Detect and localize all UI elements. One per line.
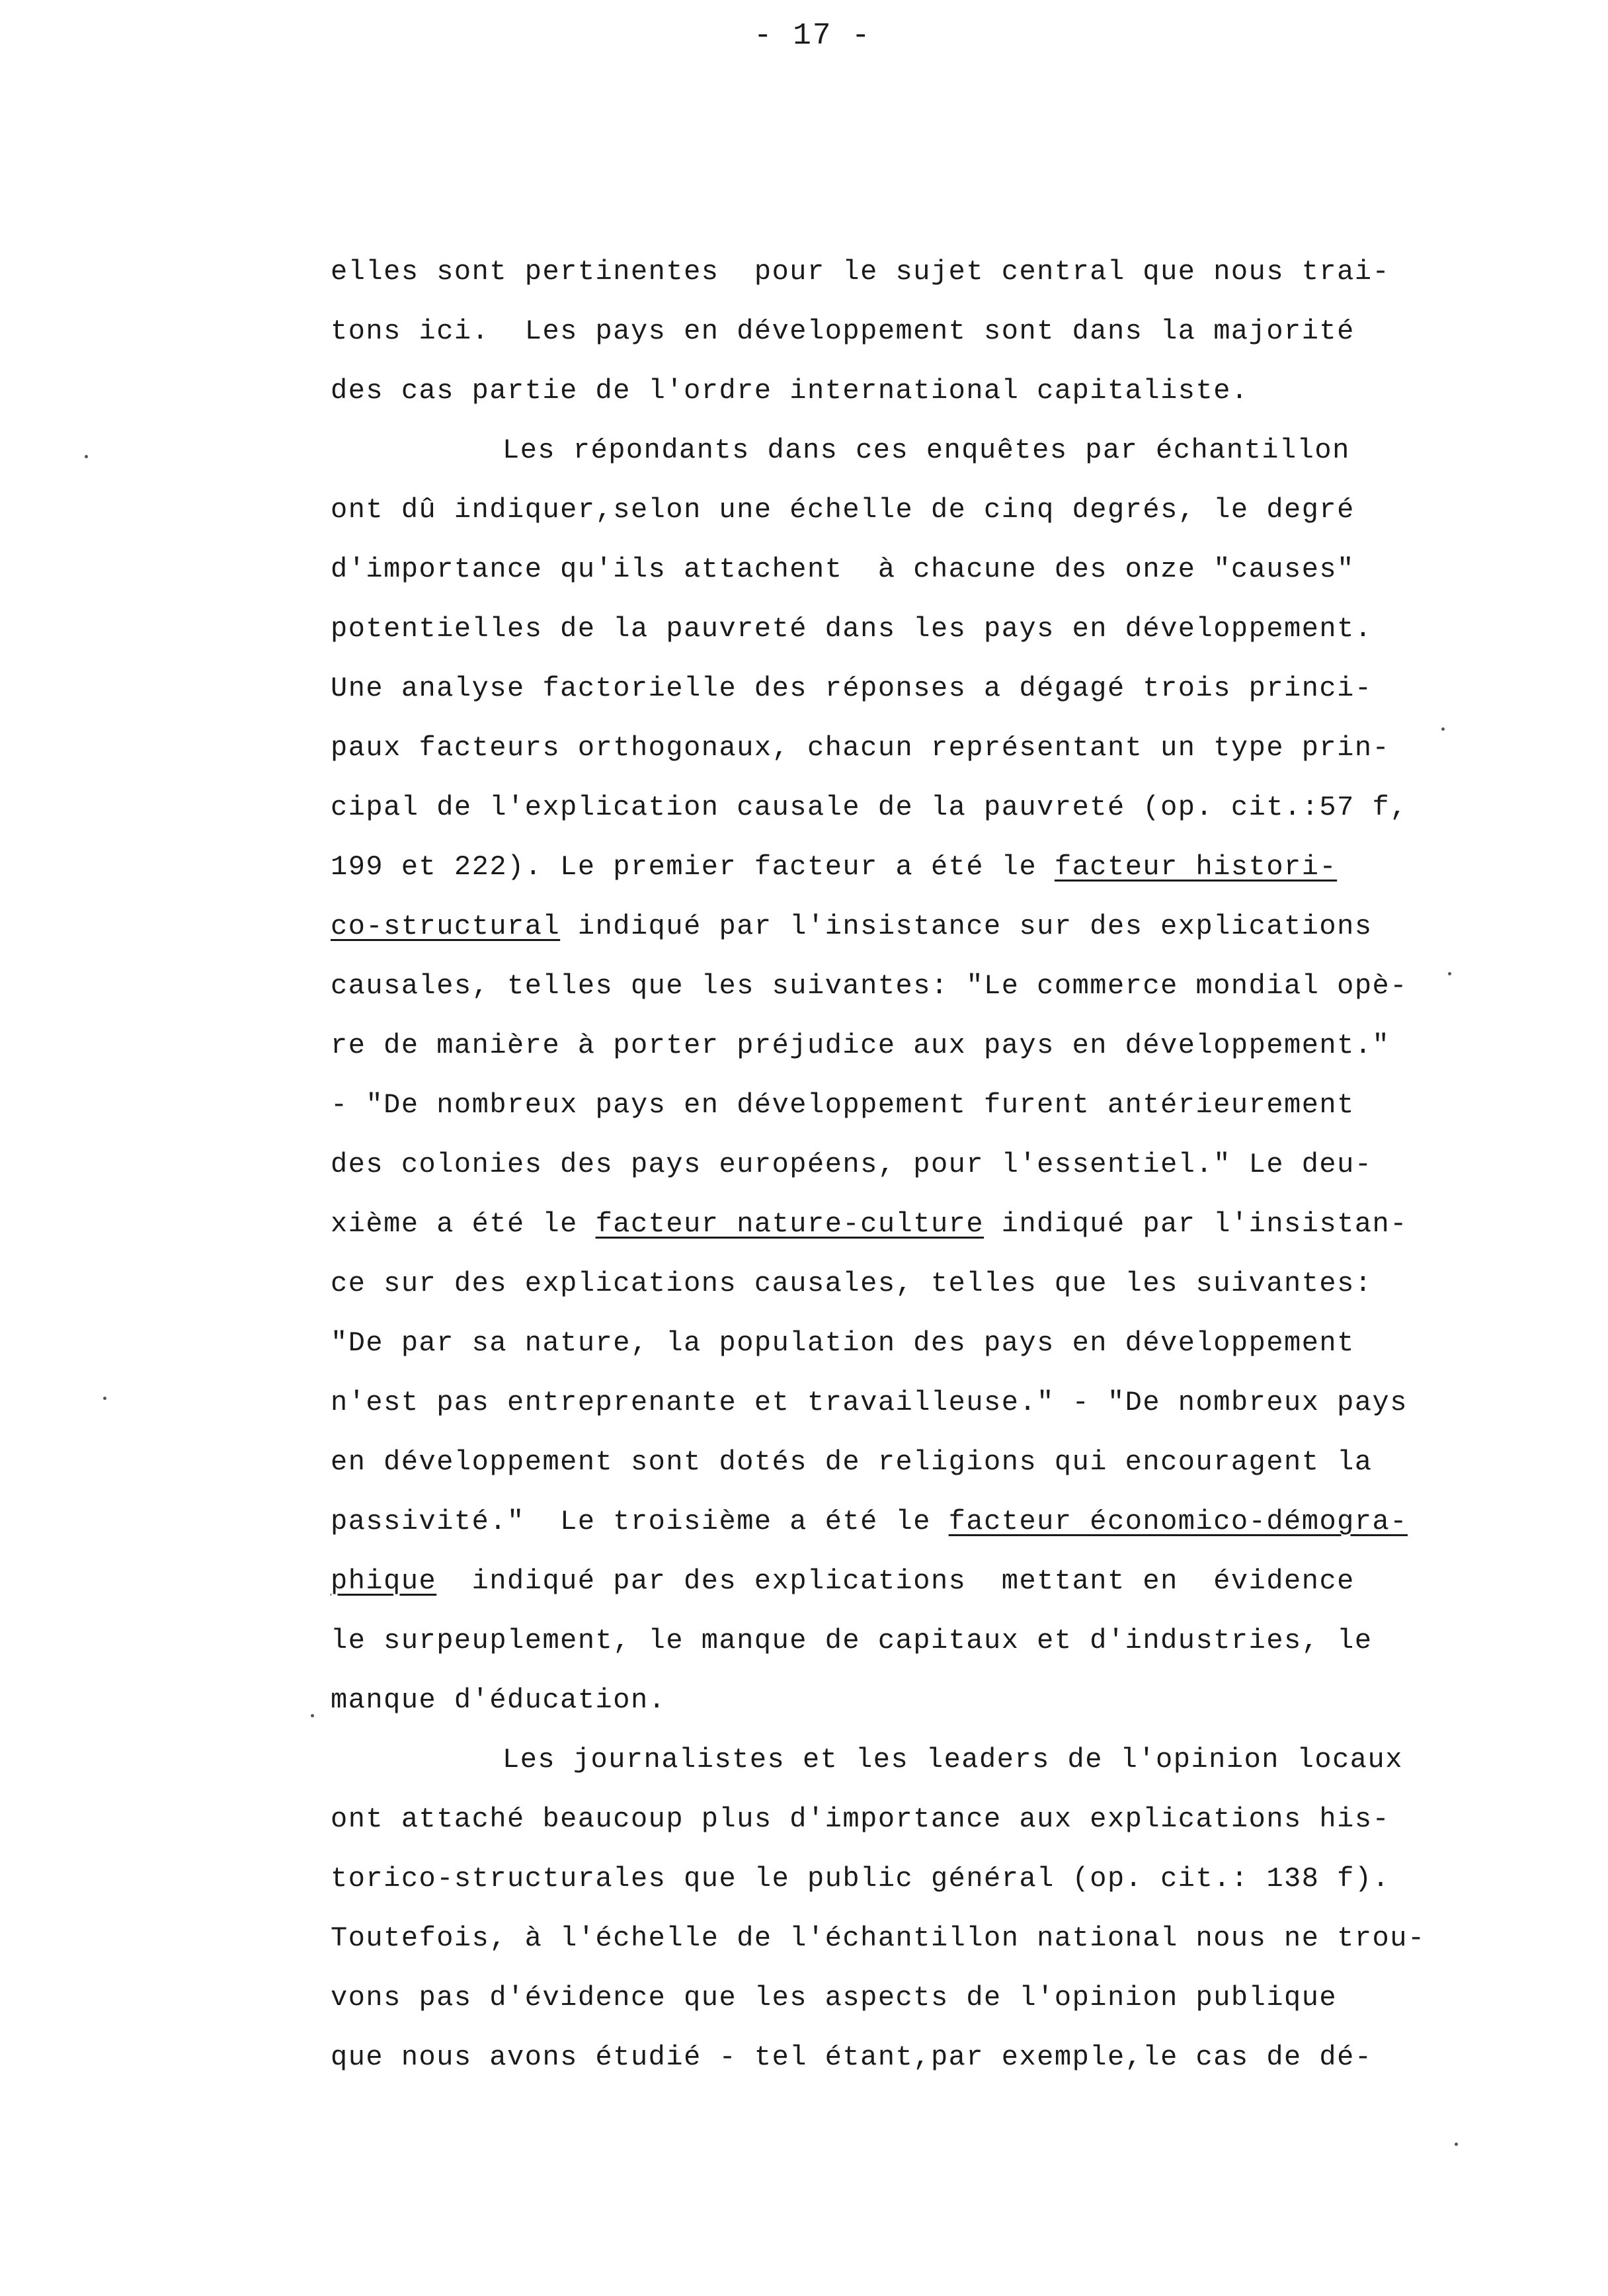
- text-line: [331, 255, 1390, 289]
- text-line: [331, 2040, 1373, 2074]
- text-run: - "De nombreux pays en développement furent antérieurement: [331, 1089, 1355, 1121]
- scan-speck: [1448, 972, 1451, 975]
- text-line: [331, 850, 1337, 884]
- text-line: [331, 909, 1373, 944]
- text-run: ont dû indiquer,selon une échelle de cinq degrés, le degré: [331, 494, 1355, 526]
- text-line: [331, 1266, 1373, 1301]
- text-run: cipal de l'explication causale de la pauvreté (op. cit.:57 f,: [331, 792, 1408, 823]
- underlined-term: phique: [331, 1565, 437, 1597]
- text-line: [331, 1981, 1337, 2015]
- text-line: [331, 731, 1390, 765]
- text-line: [331, 1207, 1408, 1241]
- text-run: vons pas d'évidence que les aspects de l'opinion publique: [331, 1982, 1338, 2014]
- scan-speck: [1441, 727, 1445, 731]
- text-run: le surpeuplement, le manque de capitaux et d'industries, le: [331, 1625, 1373, 1657]
- text-line: [331, 612, 1373, 646]
- text-run: ce sur des explications causales, telles que les suivantes:: [331, 1268, 1373, 1299]
- text-run: Les journalistes et les leaders de l'opinion locaux: [502, 1744, 1403, 1776]
- text-line: [331, 671, 1373, 706]
- text-run: d'importance qu'ils attachent à chacune des onze "causes": [331, 554, 1355, 585]
- text-run: "De par sa nature, la population des pays en développement: [331, 1327, 1355, 1359]
- text-line: [331, 1623, 1373, 1658]
- text-line: [331, 1326, 1355, 1360]
- text-line: [331, 790, 1408, 825]
- text-run: ont attaché beaucoup plus d'importance aux explications his-: [331, 1803, 1390, 1835]
- text-line: [331, 1088, 1355, 1122]
- text-run: indiqué par l'insistan-: [984, 1208, 1408, 1240]
- underlined-term: co-structural: [331, 911, 561, 942]
- text-line: [331, 1028, 1390, 1063]
- text-line: [331, 1802, 1390, 1836]
- text-run: paux facteurs orthogonaux, chacun représentant un type prin-: [331, 732, 1390, 764]
- text-run: xième a été le: [331, 1208, 596, 1240]
- text-run: des cas partie de l'ordre international capitaliste.: [331, 375, 1249, 407]
- text-line: [331, 374, 1249, 408]
- text-line: [331, 493, 1355, 527]
- text-run: en développement sont dotés de religions qui encouragent la: [331, 1446, 1373, 1478]
- text-run: torico-structurales que le public général (op. cit.: 138 f).: [331, 1863, 1390, 1895]
- text-run: tons ici. Les pays en développement sont dans la majorité: [331, 315, 1355, 347]
- text-run: n'est pas entreprenante et travailleuse." - "De nombreux pays: [331, 1387, 1408, 1418]
- text-line: [331, 969, 1408, 1003]
- text-run: 199 et 222). Le premier facteur a été le: [331, 851, 1055, 883]
- text-run: re de manière à porter préjudice aux pays en développement.": [331, 1030, 1390, 1061]
- text-run: indiqué par l'insistance sur des explications: [560, 911, 1373, 942]
- text-run: Toutefois, à l'échelle de l'échantillon national nous ne trou-: [331, 1922, 1426, 1954]
- text-run: indiqué par des explications mettant en évidence: [436, 1565, 1355, 1597]
- text-run: que nous avons étudié - tel étant,par exemple,le cas de dé-: [331, 2041, 1373, 2073]
- text-line: [331, 1921, 1426, 1955]
- text-line: [331, 314, 1355, 348]
- text-run: potentielles de la pauvreté dans les pays en développement.: [331, 613, 1373, 645]
- text-run: Les répondants dans ces enquêtes par échantillon: [502, 434, 1350, 466]
- underlined-term: facteur nature-culture: [595, 1208, 985, 1240]
- text-line: [331, 1504, 1408, 1539]
- text-line: [331, 1564, 1355, 1598]
- page-number: - 17 -: [754, 19, 871, 53]
- text-run: manque d'éducation.: [331, 1684, 666, 1716]
- text-run: passivité." Le troisième a été le: [331, 1506, 949, 1538]
- text-line: [331, 1683, 666, 1717]
- text-line: [331, 1445, 1373, 1479]
- text-run: des colonies des pays européens, pour l'essentiel." Le deu-: [331, 1149, 1373, 1180]
- text-line: [331, 1385, 1408, 1420]
- text-run: elles sont pertinentes pour le sujet central que nous trai-: [331, 256, 1390, 288]
- scan-speck: [103, 1397, 106, 1400]
- underlined-term: facteur économico-démogra-: [948, 1506, 1408, 1538]
- text-line: [502, 1742, 1403, 1777]
- text-line: [331, 552, 1355, 587]
- text-line: [502, 433, 1350, 468]
- text-run: Une analyse factorielle des réponses a dégagé trois princi-: [331, 673, 1373, 704]
- text-line: [331, 1862, 1390, 1896]
- text-line: [331, 1147, 1373, 1182]
- scan-speck: [311, 1714, 314, 1717]
- scan-speck: [1455, 2143, 1458, 2146]
- text-run: causales, telles que les suivantes: "Le commerce mondial opè-: [331, 970, 1408, 1002]
- scan-speck: [85, 455, 88, 458]
- underlined-term: facteur histori-: [1054, 851, 1338, 883]
